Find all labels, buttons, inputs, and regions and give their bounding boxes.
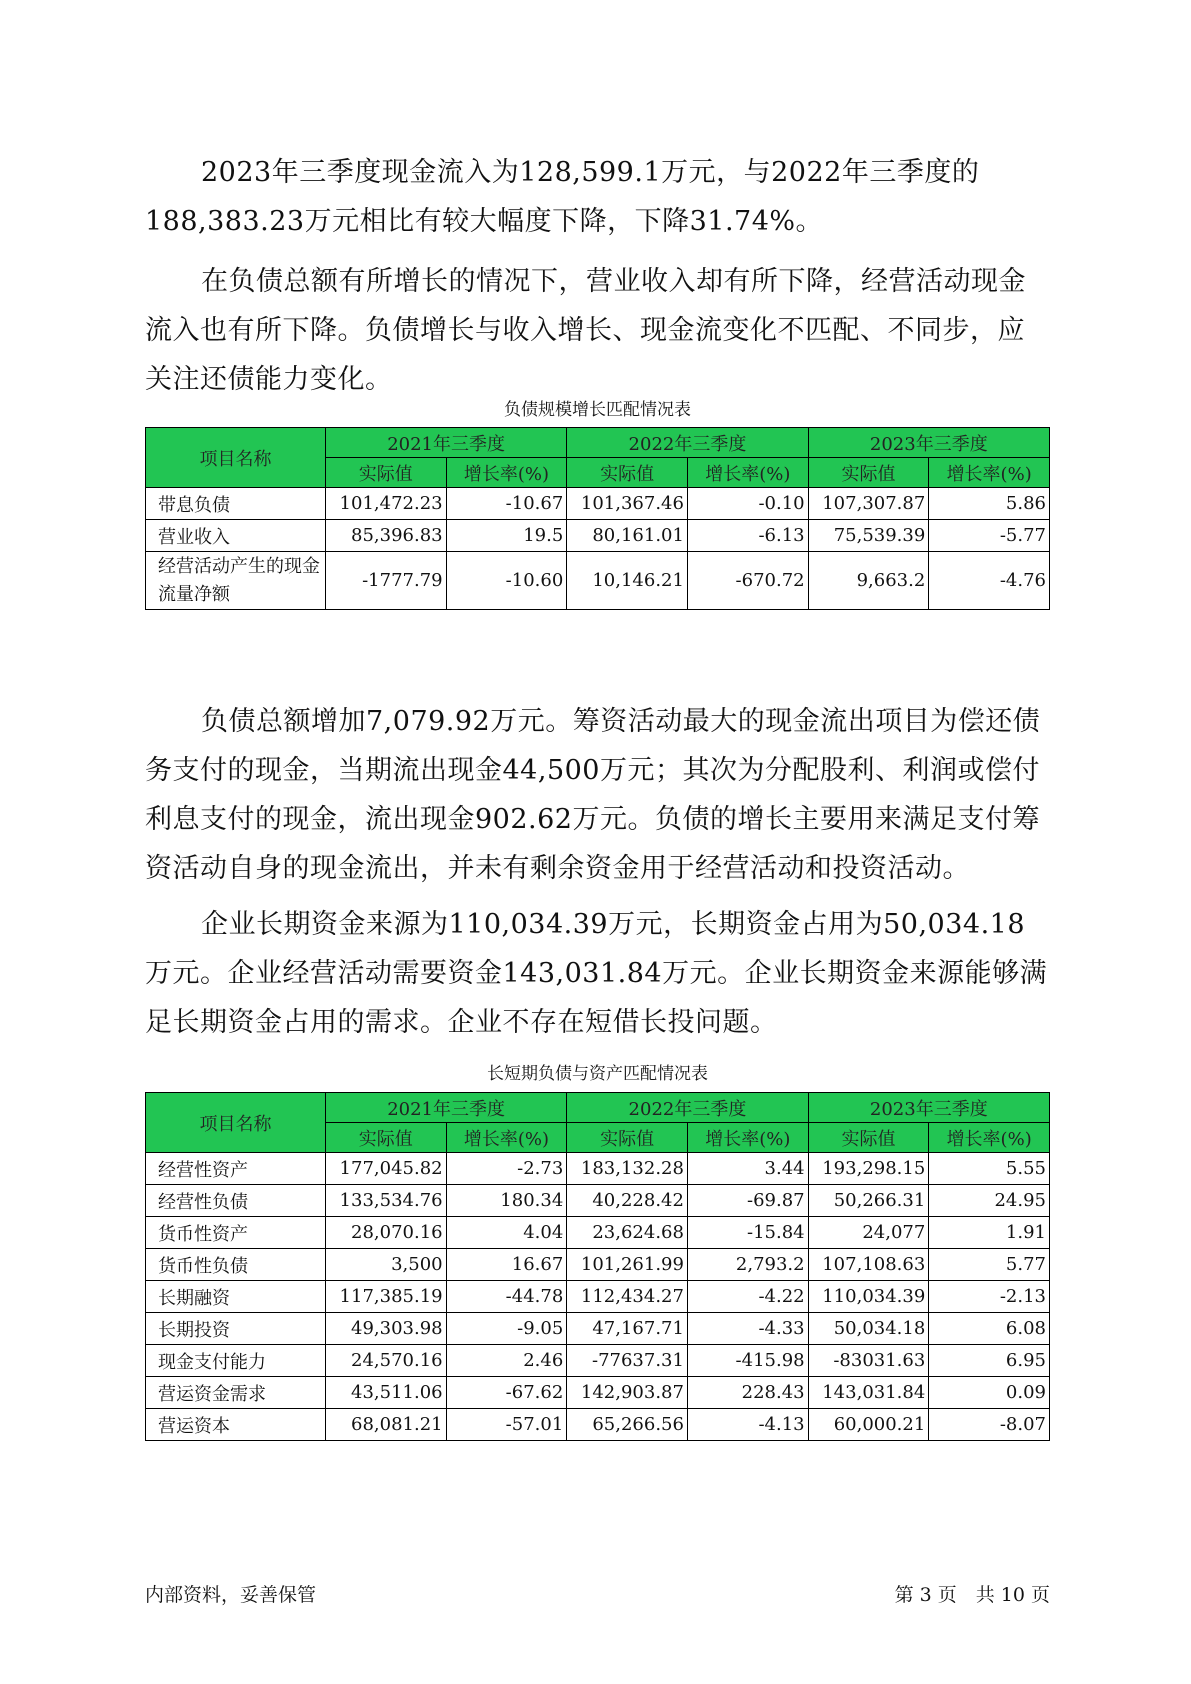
table2-body (146, 1153, 1050, 1441)
header-actual: 实际值 (808, 1123, 929, 1153)
header-actual: 实际值 (567, 1123, 688, 1153)
row-label: 货币性资产 (146, 1217, 326, 1249)
header-growth: 增长率(%) (929, 1123, 1050, 1153)
header-period-2023: 2023年三季度 (808, 1093, 1049, 1123)
paragraph-financing: 负债总额增加7,079.92万元。筹资活动最大的现金流出项目为偿还债务支付的现金，当期流出现金44,500万元；其次为分配股利、利润或偿付利息支付的现金，流出现金902.62万元。负债的增长主要用来满足支付筹资活动自身的现金流出，并未有剩余资金用于经营活动和投资活动。 (145, 706, 1041, 884)
table-row (146, 1249, 1050, 1281)
header-period-2021: 2021年三季度 (325, 428, 566, 458)
cell-value: 142,903.87 (567, 1377, 688, 1409)
cell-value: 9,663.2 (808, 552, 929, 610)
cell-value: 47,167.71 (567, 1313, 688, 1345)
cell-value: 107,307.87 (808, 488, 929, 520)
table1-caption: 负债规模增长匹配情况表 (504, 400, 691, 420)
paragraph-long-term-funds: 企业长期资金来源为110,034.39万元，长期资金占用为50,034.18万元。企业经营活动需要资金143,031.84万元。企业长期资金来源能够满足长期资金占用的需求。企业不存在短借长投问题。 (145, 909, 1048, 1038)
cell-value: 101,472.23 (325, 488, 446, 520)
cell-value: 65,266.56 (567, 1409, 688, 1441)
cell-value: 5.86 (929, 488, 1050, 520)
cell-value: 2.46 (446, 1345, 567, 1377)
cell-value: -15.84 (687, 1217, 808, 1249)
cell-value: -670.72 (687, 552, 808, 610)
row-label: 现金支付能力 (146, 1345, 326, 1377)
cell-value: 60,000.21 (808, 1409, 929, 1441)
table-row (146, 1409, 1050, 1441)
cell-value: 49,303.98 (325, 1313, 446, 1345)
footer-confidential: 内部资料，妥善保管 (145, 1584, 317, 1606)
header-item-name: 项目名称 (146, 428, 326, 488)
cell-value: 228.43 (687, 1377, 808, 1409)
row-label: 营运资金需求 (146, 1377, 326, 1409)
cell-value: 3.44 (687, 1153, 808, 1185)
cell-value: -1777.79 (325, 552, 446, 610)
cell-value: 68,081.21 (325, 1409, 446, 1441)
table-row (146, 1281, 1050, 1313)
cell-value: 3,500 (325, 1249, 446, 1281)
header-growth: 增长率(%) (687, 1123, 808, 1153)
cell-value: -6.13 (687, 520, 808, 552)
cell-value: 43,511.06 (325, 1377, 446, 1409)
cell-value: -9.05 (446, 1313, 567, 1345)
cell-value: -8.07 (929, 1409, 1050, 1441)
header-period-2023: 2023年三季度 (808, 428, 1049, 458)
cell-value: 101,261.99 (567, 1249, 688, 1281)
header-period-2022: 2022年三季度 (567, 428, 808, 458)
table-row (146, 520, 1050, 552)
cell-value: 1.91 (929, 1217, 1050, 1249)
row-label: 长期融资 (146, 1281, 326, 1313)
cell-value: 143,031.84 (808, 1377, 929, 1409)
cell-value: 117,385.19 (325, 1281, 446, 1313)
table-row (146, 488, 1050, 520)
paragraph-cash-inflow: 2023年三季度现金流入为128,599.1万元，与2022年三季度的188,383.23万元相比有较大幅度下降，下降31.74%。 (145, 157, 980, 237)
cell-value: 75,539.39 (808, 520, 929, 552)
cell-value: 101,367.46 (567, 488, 688, 520)
table-row (146, 1377, 1050, 1409)
cell-value: 4.04 (446, 1217, 567, 1249)
cell-value: -2.13 (929, 1281, 1050, 1313)
header-actual: 实际值 (808, 458, 929, 488)
cell-value: 0.09 (929, 1377, 1050, 1409)
header-growth: 增长率(%) (446, 458, 567, 488)
cell-value: 19.5 (446, 520, 567, 552)
cell-value: 5.77 (929, 1249, 1050, 1281)
header-actual: 实际值 (325, 1123, 446, 1153)
cell-value: 107,108.63 (808, 1249, 929, 1281)
header-actual: 实际值 (325, 458, 446, 488)
cell-value: -57.01 (446, 1409, 567, 1441)
cell-value: -83031.63 (808, 1345, 929, 1377)
row-label: 长期投资 (146, 1313, 326, 1345)
cell-value: -4.13 (687, 1409, 808, 1441)
cell-value: -10.67 (446, 488, 567, 520)
cell-value: 110,034.39 (808, 1281, 929, 1313)
cell-value: 40,228.42 (567, 1185, 688, 1217)
table-row (146, 1345, 1050, 1377)
table-row (146, 1217, 1050, 1249)
cell-value: 6.95 (929, 1345, 1050, 1377)
row-label: 经营活动产生的现金流量净额 (146, 552, 326, 610)
cell-value: 193,298.15 (808, 1153, 929, 1185)
paragraph-debt-growth: 在负债总额有所增长的情况下，营业收入却有所下降，经营活动现金流入也有所下降。负债增长与收入增长、现金流变化不匹配、不同步，应关注还债能力变化。 (145, 266, 1026, 395)
row-label: 货币性负债 (146, 1249, 326, 1281)
cell-value: -4.76 (929, 552, 1050, 610)
cell-value: -77637.31 (567, 1345, 688, 1377)
header-growth: 增长率(%) (446, 1123, 567, 1153)
header-growth: 增长率(%) (929, 458, 1050, 488)
table-row (146, 1153, 1050, 1185)
cell-value: 80,161.01 (567, 520, 688, 552)
cell-value: 112,434.27 (567, 1281, 688, 1313)
cell-value: -415.98 (687, 1345, 808, 1377)
cell-value: -69.87 (687, 1185, 808, 1217)
table2-caption: 长短期负债与资产匹配情况表 (487, 1064, 708, 1084)
row-label: 经营性负债 (146, 1185, 326, 1217)
cell-value: 177,045.82 (325, 1153, 446, 1185)
liability-asset-match-table (145, 1092, 1050, 1441)
cell-value: -67.62 (446, 1377, 567, 1409)
footer-page-number: 第 3 页 共 10 页 (894, 1584, 1050, 1606)
header-item-name: 项目名称 (146, 1093, 326, 1153)
cell-value: 10,146.21 (567, 552, 688, 610)
cell-value: 24.95 (929, 1185, 1050, 1217)
cell-value: 24,570.16 (325, 1345, 446, 1377)
row-label: 营业收入 (146, 520, 326, 552)
cell-value: 28,070.16 (325, 1217, 446, 1249)
debt-growth-table (145, 427, 1050, 610)
cell-value: -4.33 (687, 1313, 808, 1345)
cell-value: 183,132.28 (567, 1153, 688, 1185)
header-actual: 实际值 (567, 458, 688, 488)
cell-value: 5.55 (929, 1153, 1050, 1185)
row-label: 营运资本 (146, 1409, 326, 1441)
header-growth: 增长率(%) (687, 458, 808, 488)
cell-value: 50,266.31 (808, 1185, 929, 1217)
table-row (146, 552, 1050, 610)
cell-value: -5.77 (929, 520, 1050, 552)
cell-value: 24,077 (808, 1217, 929, 1249)
cell-value: 16.67 (446, 1249, 567, 1281)
header-period-2022: 2022年三季度 (567, 1093, 808, 1123)
cell-value: 180.34 (446, 1185, 567, 1217)
row-label: 经营性资产 (146, 1153, 326, 1185)
cell-value: -0.10 (687, 488, 808, 520)
cell-value: -10.60 (446, 552, 567, 610)
cell-value: -44.78 (446, 1281, 567, 1313)
row-label: 带息负债 (146, 488, 326, 520)
cell-value: 85,396.83 (325, 520, 446, 552)
cell-value: -2.73 (446, 1153, 567, 1185)
table-row (146, 1185, 1050, 1217)
cell-value: 23,624.68 (567, 1217, 688, 1249)
header-period-2021: 2021年三季度 (325, 1093, 566, 1123)
cell-value: 6.08 (929, 1313, 1050, 1345)
cell-value: 2,793.2 (687, 1249, 808, 1281)
cell-value: 50,034.18 (808, 1313, 929, 1345)
table-row (146, 1313, 1050, 1345)
cell-value: -4.22 (687, 1281, 808, 1313)
cell-value: 133,534.76 (325, 1185, 446, 1217)
